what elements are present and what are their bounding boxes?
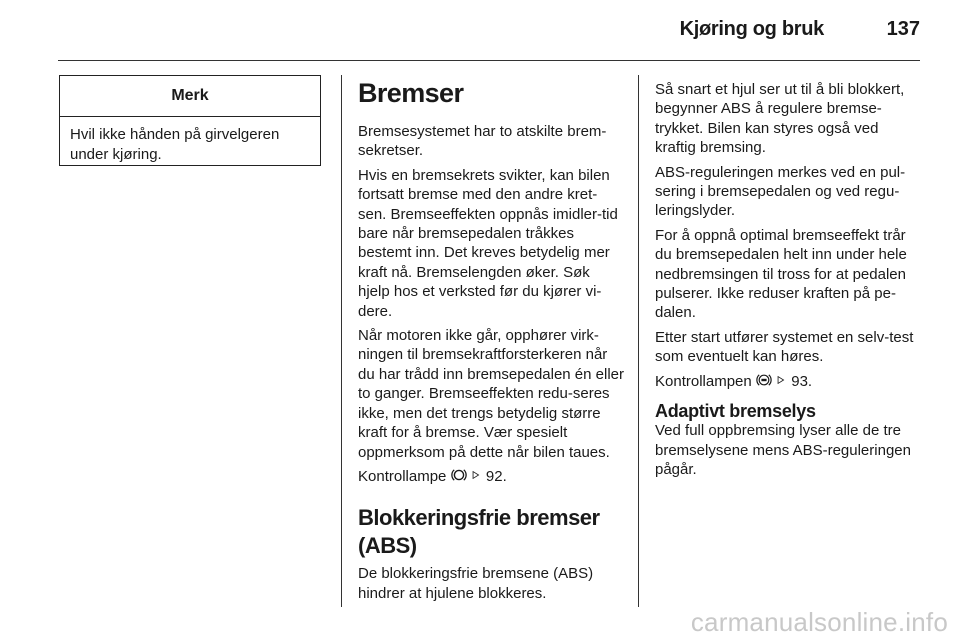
page-reference: 93. — [791, 372, 813, 390]
column-divider-left — [341, 75, 342, 607]
section-heading-abs: Blokkeringsfrie bremser (ABS) — [358, 505, 600, 559]
column-divider-right — [638, 75, 639, 607]
section-heading-brakes: Bremser — [358, 78, 464, 108]
paragraph: ABS-reguleringen merkes ved en pul-sering i bremsepedalen og ved regu-leringslyder. — [655, 163, 906, 220]
reference-arrow-icon — [471, 467, 482, 483]
note-box — [59, 75, 321, 166]
note-body: Hvil ikke hånden på girvelgeren under kjøring. — [70, 126, 280, 163]
page-number: 137 — [886, 18, 920, 40]
paragraph: Bremsesystemet har to atskilte brem-sekretser. — [358, 123, 607, 160]
header-rule — [58, 60, 920, 61]
text-column-right — [655, 80, 923, 484]
abs-warning-icon — [756, 372, 772, 388]
paragraph: Hvis en bremsekrets svikter, kan bilen fortsatt bremse med den andre kret-sen. Bremseeffekten oppnås imidler-tid bare når bremsepedalen tråkkes bestemt inn. Det kreves betydelig mer kraft nå. Bremselengden øker. Søk hjelp hos et verksted før du kjører vi-dere. — [358, 166, 618, 320]
brake-warning-icon — [451, 467, 467, 483]
paragraph: Ved full oppbremsing lyser alle de tre bremselysene mens ABS-reguleringen pågår. — [655, 422, 911, 478]
indicator-label: Kontrollampe — [358, 467, 447, 485]
paragraph: For å oppnå optimal bremseeffekt trår du bremsepedalen helt inn under hele nedbremsingen til tross for at pedalen pulserer. Ikke reduser kraften på pe-dalen. — [655, 226, 907, 322]
note-title: Merk — [60, 76, 320, 117]
paragraph: Når motoren ikke går, opphører virk-ningen til bremsekraftforsterkeren når du har trådd inn bremsepedalen én eller to ganger. Bremseeffekten redu-seres ikke, men det trengs betydelig større kraft for å bremse. Vær spesielt oppmerksom på dette når bilen taues. — [358, 327, 625, 461]
indicator-reference — [655, 372, 923, 391]
paragraph: Så snart et hjul ser ut til å bli blokkert, begynner ABS å regulere bremse-trykket. Bilen kan styres også ved kraftig bremsing. — [655, 81, 905, 157]
indicator-label: Kontrollampen — [655, 372, 752, 390]
running-header: Kjøring og bruk — [679, 18, 824, 40]
paragraph: De blokkeringsfrie bremsene (ABS) hindrer at hjulene blokkeres. — [358, 565, 594, 602]
section-heading-adaptive-brake-light: Adaptivt bremselys — [655, 401, 816, 422]
reference-arrow-icon — [776, 372, 787, 388]
indicator-reference — [358, 467, 624, 486]
text-column-middle — [358, 78, 624, 608]
paragraph: Etter start utfører systemet en selv-test som eventuelt kan høres. — [655, 328, 914, 366]
page-reference: 92. — [485, 467, 507, 485]
watermark: carmanualsonline.info — [690, 607, 948, 637]
